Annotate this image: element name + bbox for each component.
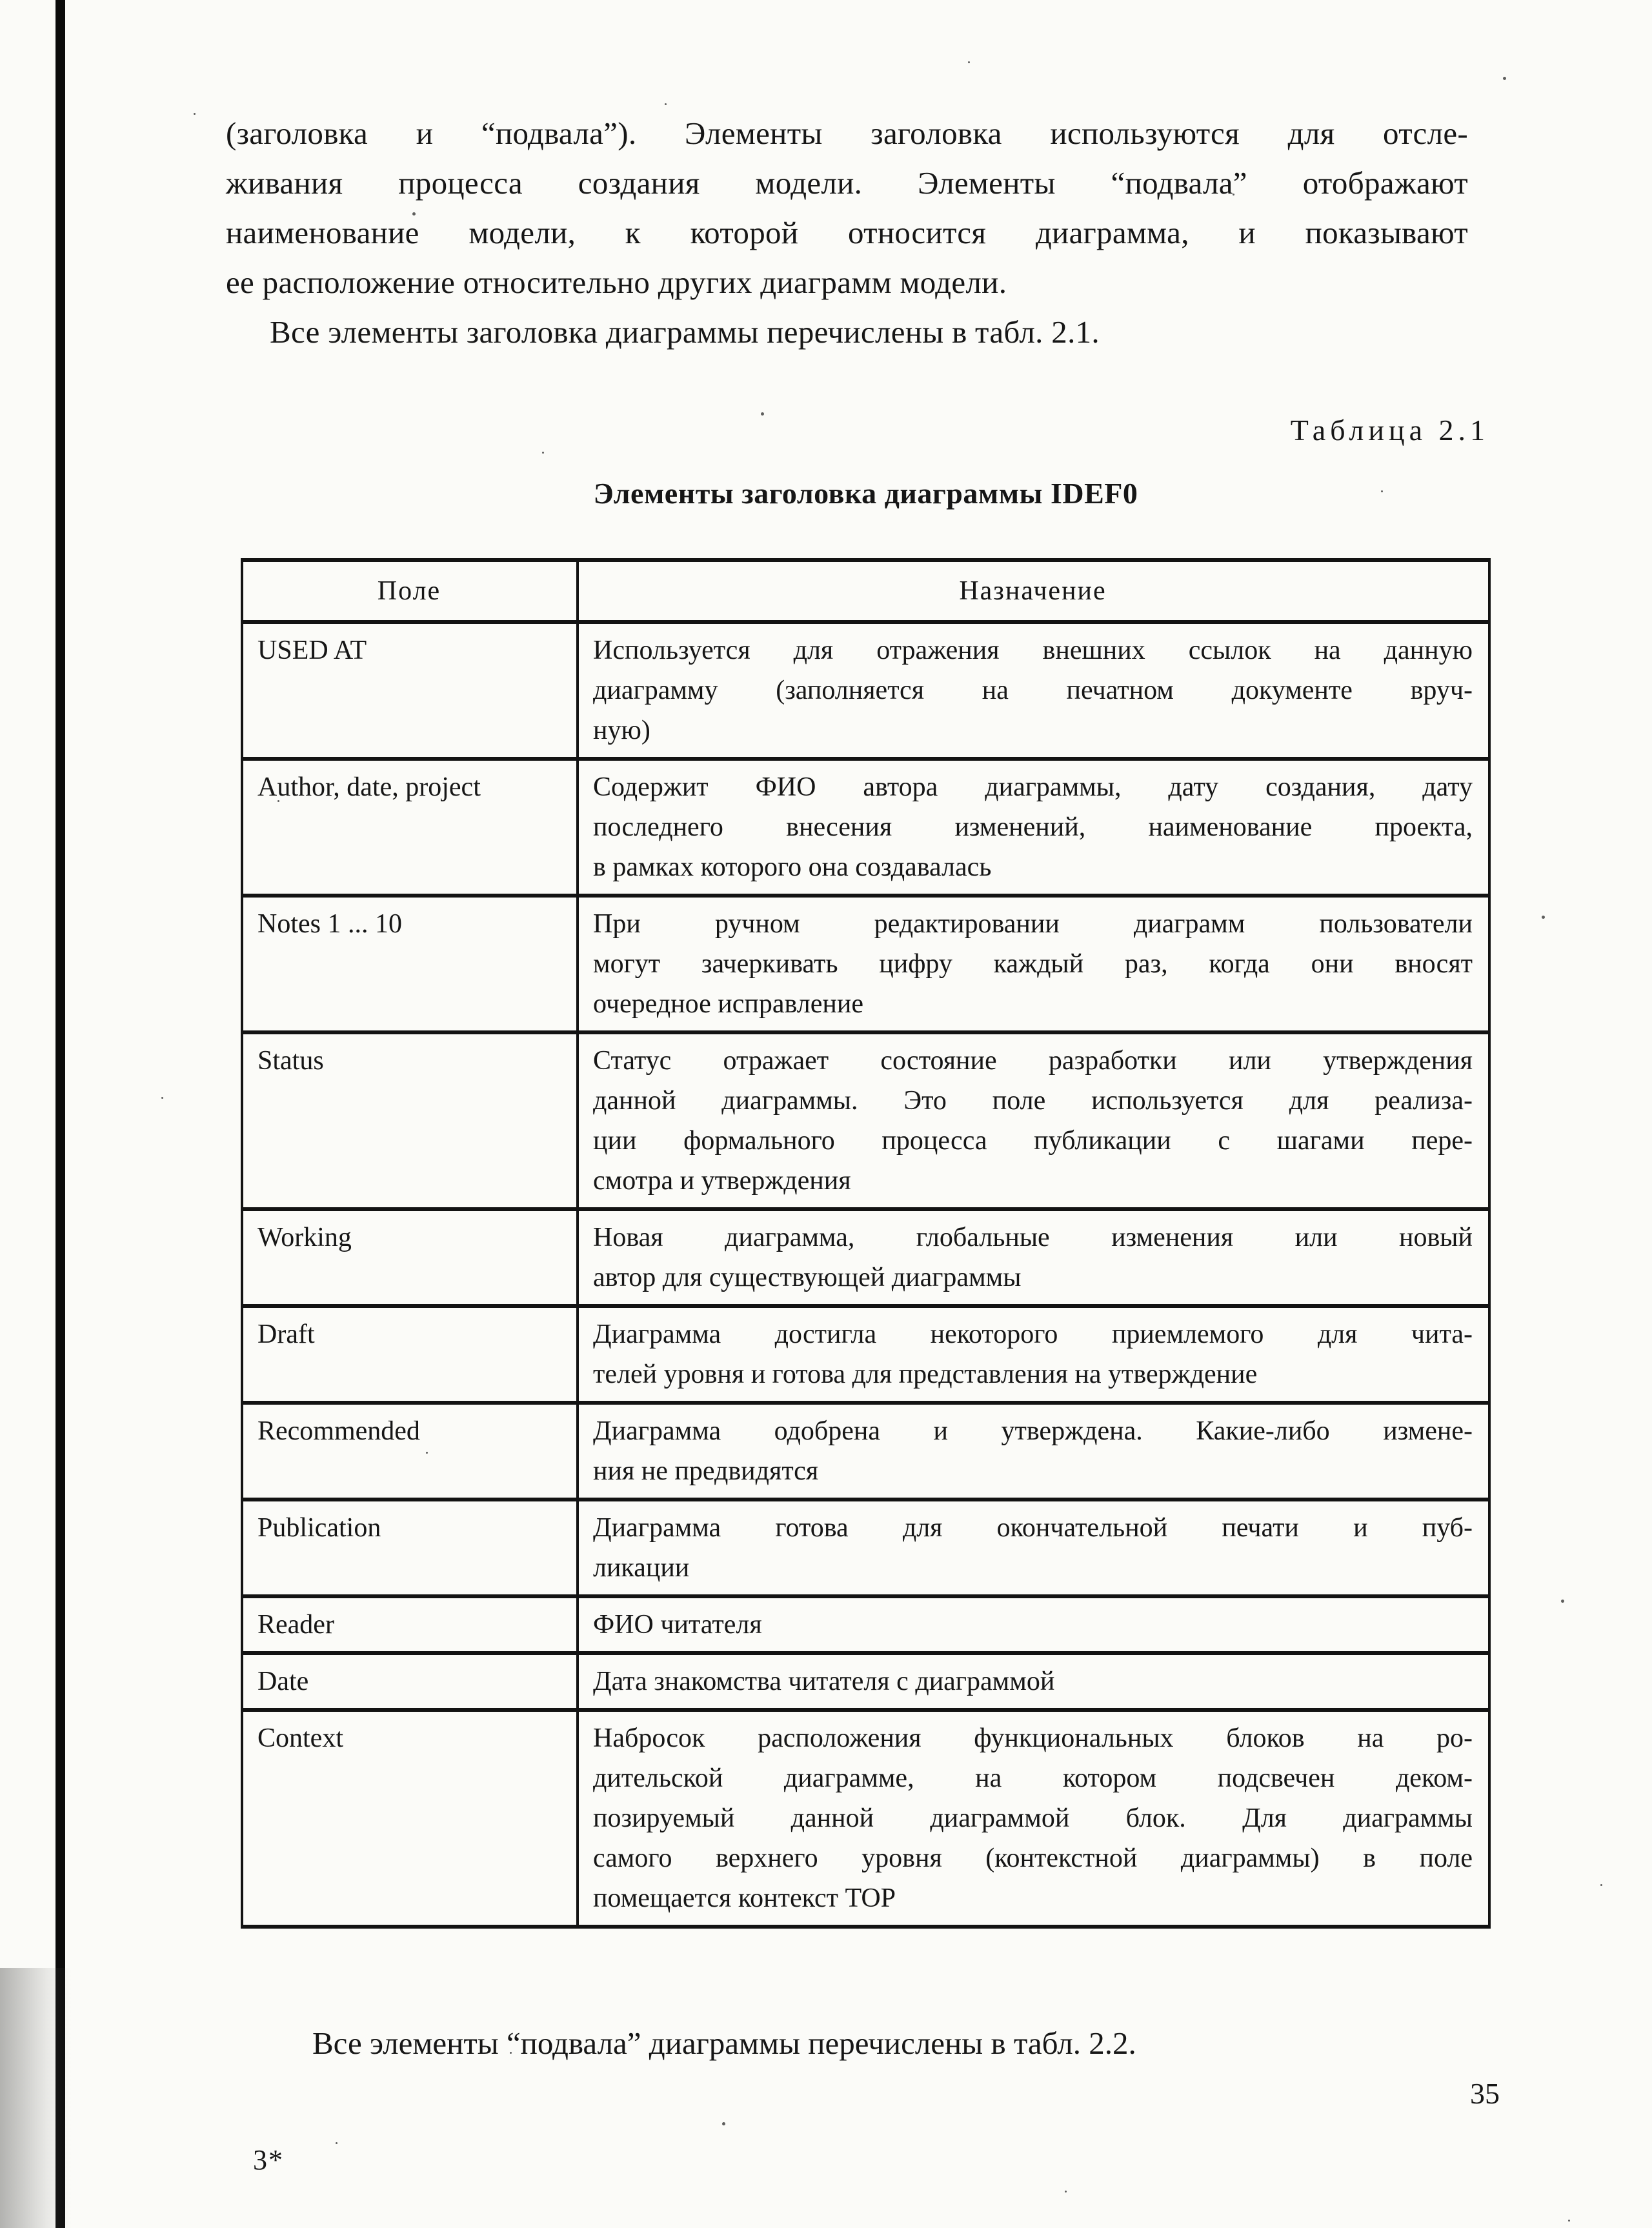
field-cell: Reader <box>242 1596 578 1653</box>
table-row <box>242 1500 1489 1596</box>
purpose-cell: ФИО читателя <box>578 1596 1489 1653</box>
column-header-field: Поле <box>242 560 578 622</box>
field-cell: Notes 1 ... 10 <box>242 896 578 1032</box>
page-number: 35 <box>1470 2077 1500 2110</box>
field-cell: Draft <box>242 1306 578 1403</box>
field-cell: Recommended <box>242 1403 578 1500</box>
purpose-cell: Содержит ФИО автора диаграммы, дату создания, дату последнего внесения изменений, наименование проекта, в рамках которого она создавалась <box>578 759 1489 896</box>
table-row <box>242 896 1489 1032</box>
purpose-cell: Диаграмма готова для окончательной печати и пуб- ликации <box>578 1500 1489 1596</box>
table-row <box>242 1596 1489 1653</box>
field-cell: USED AT <box>242 622 578 759</box>
intro-paragraph <box>226 108 1468 357</box>
table-row <box>242 759 1489 896</box>
purpose-cell: Новая диаграмма, глобальные изменения или новый автор для существующей диаграммы <box>578 1209 1489 1306</box>
table-row <box>242 1653 1489 1710</box>
table-header-row <box>242 560 1489 622</box>
closing-paragraph: Все элементы “подвала” диаграммы перечислены в табл. 2.2. <box>312 2025 1136 2061</box>
table-row <box>242 1403 1489 1500</box>
table-title: Элементы заголовка диаграммы IDEF0 <box>593 477 1138 510</box>
column-header-purpose: Назначение <box>578 560 1489 622</box>
purpose-cell: Диаграмма достигла некоторого приемлемого для чита- телей уровня и готова для представления на утверждение <box>578 1306 1489 1403</box>
scan-smudge <box>0 1968 84 2228</box>
printers-signature-mark: 3* <box>253 2144 284 2176</box>
table-body <box>242 622 1489 1927</box>
intro-paragraph-second: Все элементы заголовка диаграммы перечислены в табл. 2.1. <box>270 314 1100 350</box>
purpose-cell: Диаграмма одобрена и утверждена. Какие-либо измене- ния не предвидятся <box>578 1403 1489 1500</box>
table-row <box>242 1710 1489 1927</box>
table-caption-number: Таблица 2.1 <box>1290 414 1489 447</box>
table-row <box>242 1306 1489 1403</box>
field-cell: Status <box>242 1032 578 1209</box>
purpose-cell: Статус отражает состояние разработки или утверждения данной диаграммы. Это поле используется для реализа- ции формального процесса публикации с шагами пере- смотра и утверждения <box>578 1032 1489 1209</box>
scan-noise <box>0 0 2 2</box>
idef0-header-elements-table <box>241 558 1491 1929</box>
purpose-cell: Используется для отражения внешних ссылок на данную диаграмму (заполняется на печатном документе вруч- ную) <box>578 622 1489 759</box>
table-row <box>242 1032 1489 1209</box>
field-cell: Author, date, project <box>242 759 578 896</box>
purpose-cell: Дата знакомства читателя с диаграммой <box>578 1653 1489 1710</box>
field-cell: Date <box>242 1653 578 1710</box>
field-cell: Working <box>242 1209 578 1306</box>
purpose-cell: Набросок расположения функциональных блоков на ро- дительской диаграмме, на котором подсвечен деком- позируемый данной диаграммой блок. Для диаграммы самого верхнего уровня (контекстной диаграммы) в поле помещается контекст TOP <box>578 1710 1489 1927</box>
intro-paragraph-text: (заголовка и “подвала”). Элементы заголовка используются для отсле- живания процесса создания модели. Элементы “подвала” отображают наименование модели, к которой относится диаграмма, и показывают ее расположение относительно других диаграмм модели. <box>226 115 1468 300</box>
table-row <box>242 1209 1489 1306</box>
scan-binding-bar <box>55 0 65 2228</box>
field-cell: Context <box>242 1710 578 1927</box>
table-row <box>242 622 1489 759</box>
field-cell: Publication <box>242 1500 578 1596</box>
purpose-cell: При ручном редактировании диаграмм пользователи могут зачеркивать цифру каждый раз, когда они вносят очередное исправление <box>578 896 1489 1032</box>
